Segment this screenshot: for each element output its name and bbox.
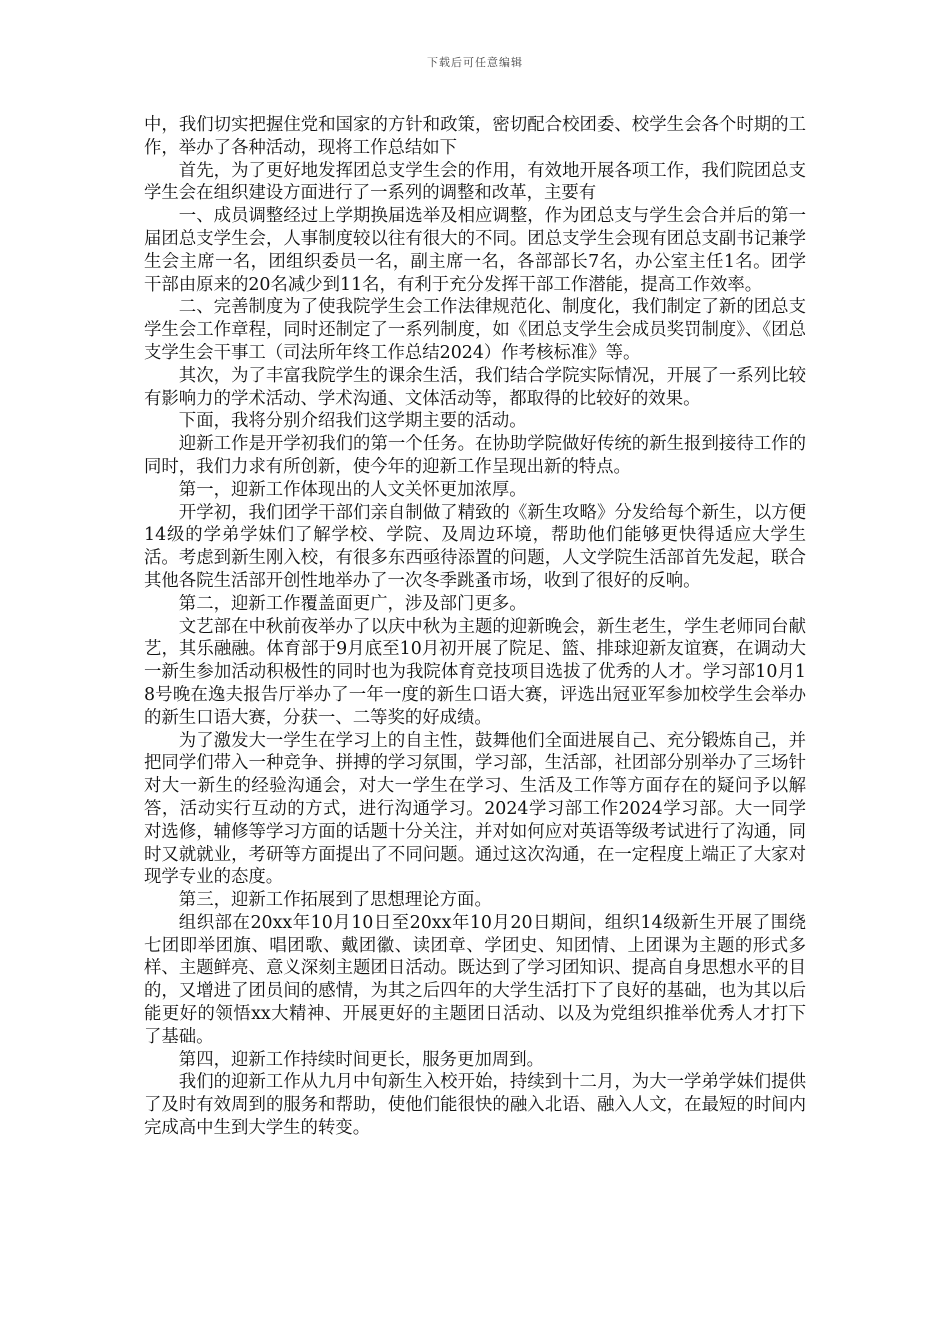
paragraph: 第三，迎新工作拓展到了思想理论方面。 xyxy=(178,890,492,911)
paragraph: 文艺部在中秋前夜举办了以庆中秋为主题的迎新晚会，新生老生，学生老师同台献艺，其乐融融。体育部于9月底至10月初开展了院足、篮、排球迎新友谊赛，在调动大一新生参加活动积极性的同时也为我院体育竞技项目选拔了优秀的人才。学习部10月18号晚在逸夫报告厅举办了一年一度的新生口语大赛，评选出冠亚军参加校学生会举办的新生口语大赛，分获一、二等奖的好成绩。 xyxy=(144,616,806,728)
paragraph: 为了激发大一学生在学习上的自主性，鼓舞他们全面进展自己、充分锻炼自己，并把同学们带入一种竞争、拼搏的学习氛围，学习部，生活部，社团部分别举办了三场针对大一新生的经验沟通会，对大一学生在学习、生活及工作等方面存在的疑问予以解答，活动实行互动的方式，进行沟通学习。2024学习部工作2024学习部。大一同学对选修，辅修等学习方面的话题十分关注，并对如何应对英语等级考试进行了沟通，同时又就就业，考研等方面提出了不同问题。通过这次沟通，在一定程度上端正了大家对现学专业的态度。 xyxy=(144,730,806,888)
paragraph: 第二，迎新工作覆盖面更广，涉及部门更多。 xyxy=(178,593,527,614)
paragraph: 第一，迎新工作体现出的人文关怀更加浓厚。 xyxy=(178,479,527,500)
paragraph: 其次，为了丰富我院学生的课余生活，我们结合学院实际情况，开展了一系列比较有影响力的学术活动、学术沟通、文体活动等，都取得的比较好的效果。 xyxy=(144,365,806,409)
document-body xyxy=(144,114,806,1140)
paragraph: 我们的迎新工作从九月中旬新生入校开始，持续到十二月，为大一学弟学妹们提供了及时有效周到的服务和帮助，使他们能很快的融入北语、融入人文，在最短的时间内完成高中生到大学生的转变。 xyxy=(144,1072,806,1139)
paragraph: 迎新工作是开学初我们的第一个任务。在协助学院做好传统的新生报到接待工作的同时，我们力求有所创新，使今年的迎新工作呈现出新的特点。 xyxy=(144,434,806,477)
paragraph: 二、完善制度为了使我院学生会工作法律规范化、制度化，我们制定了新的团总支学生会工作章程，同时还制定了一系列制度，如《团总支学生会成员奖罚制度》、《团总支学生会干事工（司法所年终工作总结2024）作考核标准》等。 xyxy=(144,297,806,363)
paragraph: 首先，为了更好地发挥团总支学生会的作用，有效地开展各项工作，我们院团总支学生会在组织建设方面进行了一系列的调整和改革，主要有 xyxy=(144,160,806,204)
paragraph: 第四，迎新工作持续时间更长，服务更加周到。 xyxy=(178,1049,545,1070)
paragraph: 下面，我将分别介绍我们这学期主要的活动。 xyxy=(178,411,527,432)
page-header: 下载后可任意编辑 xyxy=(427,56,523,69)
paragraph: 一、成员调整经过上学期换届选举及相应调整，作为团总支与学生会合并后的第一届团总支学生会，人事制度较以往有很大的不同。团总支学生会现有团总支副书记兼学生会主席一名，团组织委员一名，副主席一名，各部部长7名，办公室主任1名。团学干部由原来的20名减少到11名，有利于充分发挥干部工作潜能，提高工作效率。 xyxy=(144,206,806,295)
paragraph: 组织部在20xx年10月10日至20xx年10月20日期间，组织14级新生开展了围绕七团即举团旗、唱团歌、戴团徽、读团章、学团史、知团情、上团课为主题的形式多样、主题鲜亮、意义深刻主题团日活动。既达到了学习团知识、提高自身思想水平的目的，又增进了团员间的感情，为其之后四年的大学生活打下了良好的基础，也为其以后能更好的领悟xx大精神、开展更好的主题团日活动、以及为党组织推举优秀人才打下了基础。 xyxy=(144,912,806,1047)
paragraph: 开学初，我们团学干部们亲自制做了精致的《新生攻略》分发给每个新生，以方便14级的学弟学妹们了解学校、学院、及周边环境，帮助他们能够更快得适应大学生活。考虑到新生刚入校，有很多东西亟待添置的问题，人文学院生活部首先发起，联合其他各院生活部开创性地举办了一次冬季跳蚤市场，收到了很好的反响。 xyxy=(144,502,806,591)
paragraph: 中，我们切实把握住党和国家的方针和政策，密切配合校团委、校学生会各个时期的工作，举办了各种活动，现将工作总结如下 xyxy=(144,115,806,158)
